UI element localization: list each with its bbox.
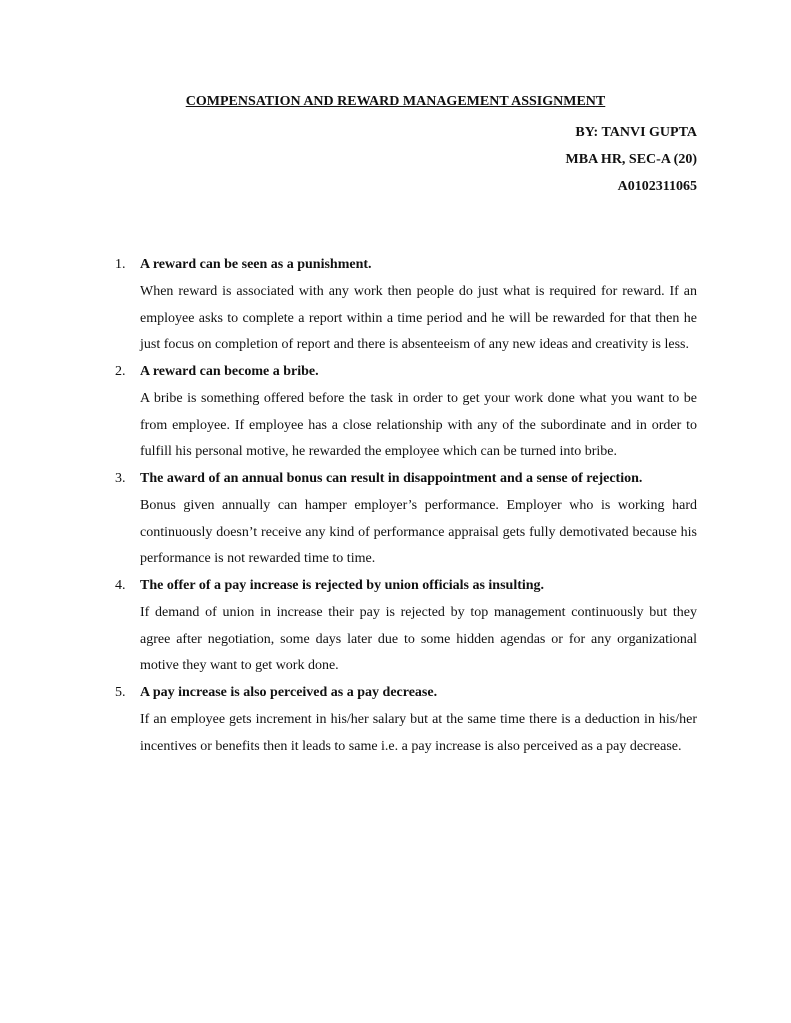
list-item <box>115 573 697 680</box>
document-title: COMPENSATION AND REWARD MANAGEMENT ASSIGNMENT <box>185 94 606 109</box>
list-item-body: If demand of union in increase their pay is rejected by top management continuously but they agree after negotiation, some days later due to some hidden agendas or for any organizational motive they want to get work done. <box>140 604 697 674</box>
author-enrollment-number: A0102311065 <box>617 178 697 194</box>
list-item-body: Bonus given annually can hamper employer’s performance. Employer who is working hard continuously doesn’t receive any kind of performance appraisal gets fully demotivated because his performance is not rewarded time to time. <box>140 497 697 567</box>
list-item-body: If an employee gets increment in his/her salary but at the same time there is a deduction in his/her incentives or benefits then it leads to same i.e. a pay increase is also perceived as a pay decrease. <box>140 711 697 754</box>
list-item-number: 1. <box>115 257 126 272</box>
list-item <box>115 680 697 760</box>
author-program: MBA HR, SEC-A (20) <box>565 151 697 167</box>
list-item-heading: The award of an annual bonus can result in disappointment and a sense of rejection. <box>140 471 643 486</box>
list-item-number: 4. <box>115 578 126 593</box>
list-item <box>115 252 697 359</box>
list-item-heading: A reward can become a bribe. <box>140 364 319 379</box>
list-item-heading: A pay increase is also perceived as a pay decrease. <box>140 685 438 700</box>
list-item <box>115 466 697 573</box>
list-item-body: A bribe is something offered before the task in order to get your work done what you want to be from employee. If employee has a close relationship with any of the subordinate and in order to fulfill his personal motive, he rewarded the employee which can be turned into bribe. <box>140 390 697 460</box>
list-item-number: 5. <box>115 685 126 700</box>
list-item-heading: The offer of a pay increase is rejected by union officials as insulting. <box>140 578 545 593</box>
list-item-number: 2. <box>115 364 126 379</box>
author-block <box>566 120 697 200</box>
list-item-body: When reward is associated with any work then people do just what is required for reward. If an employee asks to complete a report within a time period and he will be rewarded for that then he just focus on completion of report and there is absenteeism of any new ideas and creativity is less. <box>140 283 697 353</box>
list-item-heading: A reward can be seen as a punishment. <box>140 257 372 272</box>
list-item-number: 3. <box>115 471 126 486</box>
question-list <box>115 252 697 760</box>
author-name: BY: TANVI GUPTA <box>575 125 697 140</box>
list-item <box>115 359 697 466</box>
